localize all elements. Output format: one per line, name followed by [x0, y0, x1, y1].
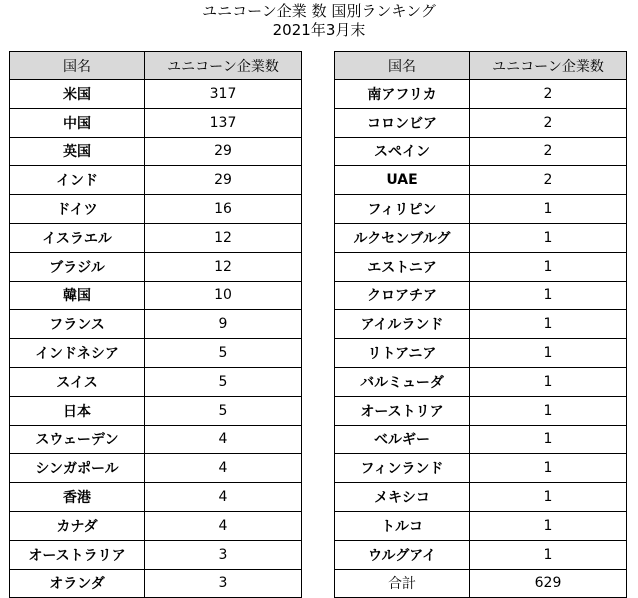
- total-row: [335, 569, 627, 598]
- count-cell: 317: [145, 80, 302, 109]
- table-row: [335, 367, 627, 396]
- country-cell: エストニア: [335, 252, 470, 281]
- country-cell: ブラジル: [10, 252, 145, 281]
- table-row: [335, 281, 627, 310]
- table-row: [335, 425, 627, 454]
- country-cell: 南アフリカ: [335, 80, 470, 109]
- table-row: [10, 511, 302, 540]
- count-cell: 1: [470, 511, 627, 540]
- header-country: 国名: [335, 52, 470, 80]
- table-row: [335, 483, 627, 512]
- table-row: [10, 108, 302, 137]
- country-cell: ベルギー: [335, 425, 470, 454]
- country-cell: イスラエル: [10, 223, 145, 252]
- count-cell: 29: [145, 166, 302, 195]
- count-cell: 1: [470, 339, 627, 368]
- count-cell: 1: [470, 540, 627, 569]
- total-count: 629: [470, 569, 627, 598]
- count-cell: 12: [145, 252, 302, 281]
- count-cell: 3: [145, 540, 302, 569]
- country-cell: オーストリア: [335, 396, 470, 425]
- country-cell: オランダ: [10, 569, 145, 598]
- count-cell: 10: [145, 281, 302, 310]
- country-cell: 米国: [10, 80, 145, 109]
- country-cell: スイス: [10, 367, 145, 396]
- header-count: ユニコーン企業数: [145, 52, 302, 80]
- table-row: [10, 483, 302, 512]
- count-cell: 5: [145, 396, 302, 425]
- count-cell: 1: [470, 367, 627, 396]
- country-cell: ドイツ: [10, 195, 145, 224]
- count-cell: 5: [145, 367, 302, 396]
- country-cell: 中国: [10, 108, 145, 137]
- ranking-table-left: [9, 51, 302, 598]
- table-row: [10, 80, 302, 109]
- country-cell: UAE: [335, 166, 470, 195]
- count-cell: 4: [145, 511, 302, 540]
- table-row: [335, 454, 627, 483]
- table-row: [10, 339, 302, 368]
- page-subtitle: 2021年3月末: [272, 21, 366, 39]
- count-cell: 1: [470, 483, 627, 512]
- header-row: [335, 52, 627, 80]
- table-row: [335, 137, 627, 166]
- count-cell: 12: [145, 223, 302, 252]
- country-cell: メキシコ: [335, 483, 470, 512]
- country-cell: スウェーデン: [10, 425, 145, 454]
- total-label: 合計: [335, 569, 470, 598]
- count-cell: 3: [145, 569, 302, 598]
- table-row: [10, 281, 302, 310]
- table-row: [10, 425, 302, 454]
- table-row: [335, 108, 627, 137]
- country-cell: バルミューダ: [335, 367, 470, 396]
- country-cell: ルクセンブルグ: [335, 223, 470, 252]
- country-cell: 日本: [10, 396, 145, 425]
- table-row: [10, 223, 302, 252]
- country-cell: オーストラリア: [10, 540, 145, 569]
- count-cell: 1: [470, 281, 627, 310]
- table-row: [335, 511, 627, 540]
- country-cell: フィンランド: [335, 454, 470, 483]
- table-row: [10, 396, 302, 425]
- table-row: [10, 137, 302, 166]
- table-row: [335, 223, 627, 252]
- country-cell: トルコ: [335, 511, 470, 540]
- table-row: [335, 396, 627, 425]
- ranking-table-right: [334, 51, 627, 598]
- table-row: [335, 166, 627, 195]
- country-cell: ウルグアイ: [335, 540, 470, 569]
- table-row: [335, 252, 627, 281]
- count-cell: 2: [470, 108, 627, 137]
- count-cell: 4: [145, 454, 302, 483]
- table-row: [10, 454, 302, 483]
- header-country: 国名: [10, 52, 145, 80]
- left-table-body: [10, 80, 302, 598]
- count-cell: 1: [470, 252, 627, 281]
- count-cell: 1: [470, 195, 627, 224]
- table-row: [10, 540, 302, 569]
- country-cell: リトアニア: [335, 339, 470, 368]
- table-row: [10, 195, 302, 224]
- count-cell: 16: [145, 195, 302, 224]
- country-cell: アイルランド: [335, 310, 470, 339]
- country-cell: コロンビア: [335, 108, 470, 137]
- country-cell: 英国: [10, 137, 145, 166]
- country-cell: クロアチア: [335, 281, 470, 310]
- table-row: [10, 310, 302, 339]
- country-cell: インド: [10, 166, 145, 195]
- count-cell: 1: [470, 223, 627, 252]
- header-count: ユニコーン企業数: [470, 52, 627, 80]
- country-cell: インドネシア: [10, 339, 145, 368]
- count-cell: 4: [145, 483, 302, 512]
- header-row: [10, 52, 302, 80]
- count-cell: 1: [470, 310, 627, 339]
- country-cell: フランス: [10, 310, 145, 339]
- country-cell: カナダ: [10, 511, 145, 540]
- table-row: [335, 195, 627, 224]
- count-cell: 4: [145, 425, 302, 454]
- country-cell: シンガポール: [10, 454, 145, 483]
- right-table-body: [335, 80, 627, 598]
- count-cell: 2: [470, 166, 627, 195]
- count-cell: 29: [145, 137, 302, 166]
- country-cell: スペイン: [335, 137, 470, 166]
- count-cell: 2: [470, 137, 627, 166]
- count-cell: 9: [145, 310, 302, 339]
- country-cell: フィリピン: [335, 195, 470, 224]
- count-cell: 137: [145, 108, 302, 137]
- table-row: [335, 80, 627, 109]
- country-cell: 韓国: [10, 281, 145, 310]
- count-cell: 1: [470, 425, 627, 454]
- country-cell: 香港: [10, 483, 145, 512]
- page-title: ユニコーン企業 数 国別ランキング: [202, 2, 436, 20]
- table-row: [335, 339, 627, 368]
- count-cell: 1: [470, 454, 627, 483]
- table-row: [335, 310, 627, 339]
- table-row: [10, 252, 302, 281]
- count-cell: 1: [470, 396, 627, 425]
- count-cell: 2: [470, 80, 627, 109]
- table-row: [10, 367, 302, 396]
- table-row: [10, 166, 302, 195]
- table-row: [10, 569, 302, 598]
- count-cell: 5: [145, 339, 302, 368]
- table-row: [335, 540, 627, 569]
